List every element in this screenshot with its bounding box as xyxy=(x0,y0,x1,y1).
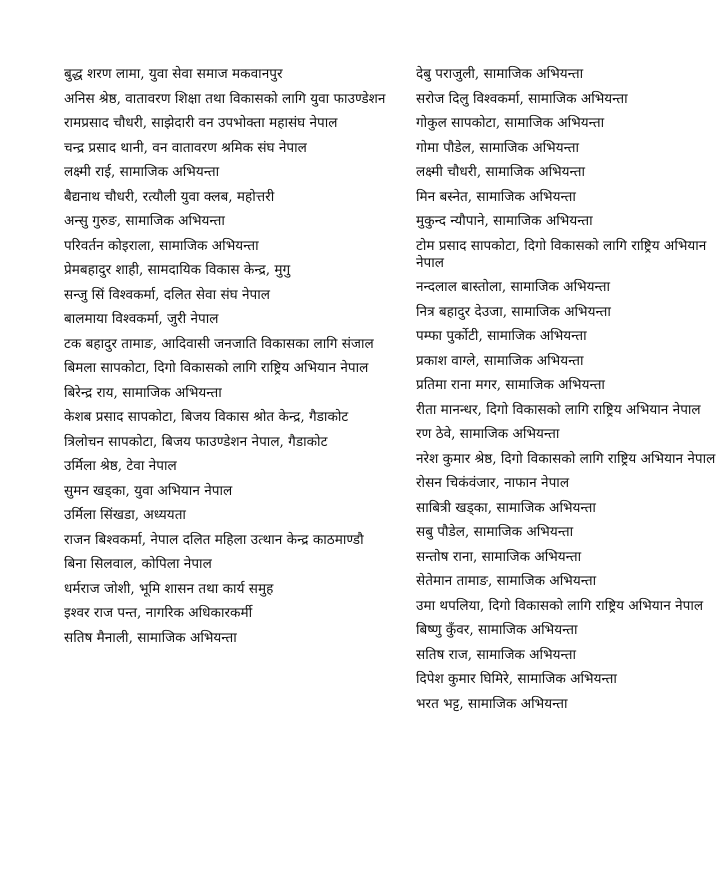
list-item: त्रिलोचन सापकोटा, बिजय फाउण्डेशन नेपाल, गैडाकोट xyxy=(64,433,328,450)
list-item: साबित्री खड्का, सामाजिक अभियन्ता xyxy=(416,499,596,516)
list-item: बैद्यनाथ चौधरी, रत्यौली युवा क्लब, महोत्तरी xyxy=(64,188,275,205)
list-item: बिमला सापकोटा, दिगो विकासको लागि राष्ट्रिय अभियान नेपाल xyxy=(64,360,369,376)
list-item: मिन बस्नेत, सामाजिक अभियन्ता xyxy=(416,188,576,205)
list-item: केशब प्रसाद सापकोटा, बिजय विकास श्रोत केन्द्र, गैडाकोट xyxy=(64,409,349,425)
list-item: उर्मिला सिंखडा, अध्ययता xyxy=(64,507,186,523)
list-item: भरत भट्ट, सामाजिक अभियन्ता xyxy=(416,695,568,712)
list-item: बुद्ध शरण लामा, युवा सेवा समाज मकवानपुर xyxy=(64,66,283,82)
list-item: नित्र बहादुर देउजा, सामाजिक अभियन्ता xyxy=(416,303,611,320)
list-item: दिपेश कुमार घिमिरे, सामाजिक अभियन्ता xyxy=(416,671,617,687)
list-item: मुकुन्द न्यौपाने, सामाजिक अभियन्ता xyxy=(416,213,593,229)
list-item: सतिष राज, सामाजिक अभियन्ता xyxy=(416,646,576,663)
list-item: बिष्णु कुँवर, सामाजिक अभियन्ता xyxy=(416,622,578,638)
list-item: सरोज दिलु विश्वकर्मा, सामाजिक अभियन्ता xyxy=(416,90,628,107)
list-item: टोम प्रसाद सापकोटा, दिगो विकासको लागि राष्ट्रिय अभियान नेपाल xyxy=(416,237,707,271)
list-item: अनिस श्रेष्ठ, वातावरण शिक्षा तथा विकासको लागि युवा फाउण्डेशन xyxy=(64,90,386,107)
list-item: पम्फा पुर्कोटी, सामाजिक अभियन्ता xyxy=(416,328,587,344)
list-item: सेतेमान तामाङ, सामाजिक अभियन्ता xyxy=(416,573,597,589)
list-item: अन्सु गुरुङ, सामाजिक अभियन्ता xyxy=(64,213,225,229)
list-item: रीता मानन्धर, दिगो विकासको लागि राष्ट्रिय अभियान नेपाल xyxy=(416,401,701,418)
list-item: परिवर्तन कोइराला, सामाजिक अभियन्ता xyxy=(64,237,259,254)
list-item: बालमाया विश्वकर्मा, जुरी नेपाल xyxy=(64,311,219,327)
list-item: लक्ष्मी राई, सामाजिक अभियन्ता xyxy=(64,164,220,180)
list-item: प्रतिमा राना मगर, सामाजिक अभियन्ता xyxy=(416,377,605,393)
list-item: लक्ष्मी चौधरी, सामाजिक अभियन्ता xyxy=(416,164,586,180)
list-item: इश्वर राज पन्त, नागरिक अधिकारकर्मी xyxy=(64,605,253,621)
list-item: चन्द्र प्रसाद थानी, वन वातावरण श्रमिक संघ नेपाल xyxy=(64,139,307,156)
list-item: प्रकाश वाग्ले, सामाजिक अभियन्ता xyxy=(416,352,584,369)
list-item: देबु पराजुली, सामाजिक अभियन्ता xyxy=(416,66,584,82)
list-item: राजन बिश्वकर्मा, नेपाल दलित महिला उत्थान केन्द्र काठमाण्डौ xyxy=(64,531,364,548)
list-item: सन्जु सिं विश्वकर्मा, दलित सेवा संघ नेपाल xyxy=(64,286,270,303)
list-item: रोसन चिकंवंजार, नाफान नेपाल xyxy=(416,475,570,491)
list-item: बिना सिलवाल, कोपिला नेपाल xyxy=(64,556,212,572)
list-item: सबु पौडेल, सामाजिक अभियन्ता xyxy=(416,524,574,540)
list-item: गोकुल सापकोटा, सामाजिक अभियन्ता xyxy=(416,115,605,131)
list-item: बिरेन्द्र राय, सामाजिक अभियन्ता xyxy=(64,384,222,401)
list-item: गोमा पौडेल, सामाजिक अभियन्ता xyxy=(416,139,580,156)
signatory-list-left xyxy=(64,66,400,654)
list-item: धर्मराज जोशी, भूमि शासन तथा कार्य समुह xyxy=(64,580,274,597)
signatory-list-right xyxy=(416,66,716,720)
list-item: सतिष मैनाली, सामाजिक अभियन्ता xyxy=(64,629,237,646)
list-item: सुमन खड्का, युवा अभियान नेपाल xyxy=(64,482,233,499)
list-item: सन्तोष राना, सामाजिक अभियन्ता xyxy=(416,548,582,565)
list-item: नन्दलाल बास्तोला, सामाजिक अभियन्ता xyxy=(416,279,610,295)
list-item: उर्मिला श्रेष्ठ, टेवा नेपाल xyxy=(64,458,177,474)
list-item: टक बहादुर तामाङ, आदिवासी जनजाति विकासका लागि संजाल xyxy=(64,335,374,352)
list-item: रामप्रसाद चौधरी, साझेदारी वन उपभोक्ता महासंघ नेपाल xyxy=(64,115,338,131)
list-item: उमा थपलिया, दिगो विकासको लागि राष्ट्रिय अभियान नेपाल xyxy=(416,597,704,614)
list-item: नरेश कुमार श्रेष्ठ, दिगो विकासको लागि राष्ट्रिय अभियान नेपाल xyxy=(416,450,716,467)
list-item: प्रेमबहादुर शाही, सामदायिक विकास केन्द्र, मुगु xyxy=(64,262,291,278)
list-item: रण ठेवे, सामाजिक अभियन्ता xyxy=(416,426,560,442)
